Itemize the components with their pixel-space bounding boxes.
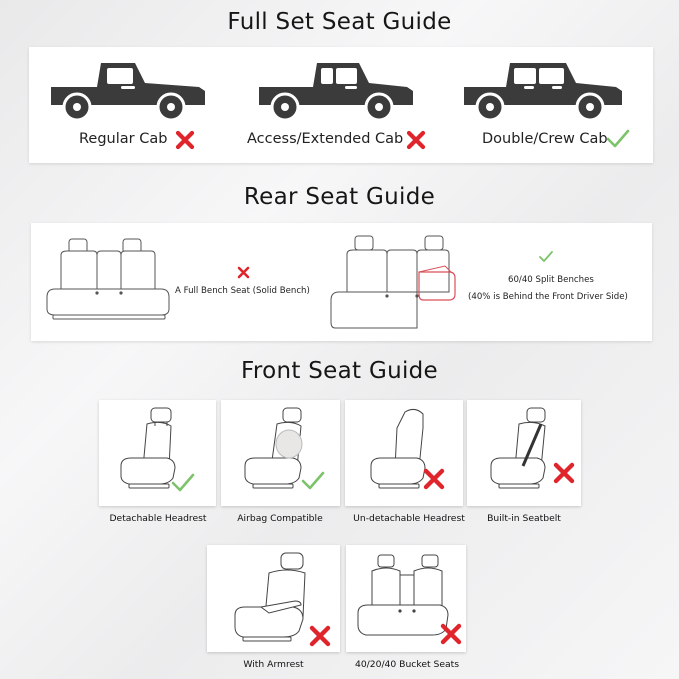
solid-bench-seat-icon — [43, 235, 173, 327]
with-armrest-label: With Armrest — [243, 659, 304, 670]
airbag-compatible-check-icon — [301, 470, 325, 492]
with-armrest-cross-icon — [309, 625, 331, 647]
detachable-headrest-card — [99, 400, 216, 506]
split-bench-label-2: (40% is Behind the Front Driver Side) — [468, 292, 628, 302]
bucket-seats-cross-icon — [440, 623, 462, 645]
bucket-seats-label: 40/20/40 Bucket Seats — [354, 659, 460, 670]
extended-cab-cross-icon — [406, 130, 426, 150]
extended-cab-truck-icon — [257, 59, 417, 119]
undetachable-headrest-cross-icon — [423, 468, 445, 490]
regular-cab-label: Regular Cab — [79, 131, 168, 147]
crew-cab-check-icon — [606, 128, 630, 150]
regular-cab-cross-icon — [175, 130, 195, 150]
seat-built-in-seatbelt-icon — [483, 404, 563, 498]
seat-402040-bucket-icon — [352, 553, 452, 643]
airbag-compatible-card — [221, 400, 340, 506]
full-set-panel — [29, 47, 653, 163]
solid-bench-cross-icon — [237, 266, 250, 279]
crew-cab-truck-icon — [462, 59, 626, 119]
built-in-seatbelt-card — [467, 400, 581, 506]
seat-with-armrest-icon — [225, 551, 315, 647]
split-bench-seat-icon — [321, 232, 461, 332]
detachable-headrest-label: Detachable Headrest — [109, 513, 207, 524]
undetachable-headrest-card — [345, 400, 463, 506]
with-armrest-card — [207, 545, 340, 652]
regular-cab-truck-icon — [49, 59, 209, 119]
crew-cab-label: Double/Crew Cab — [482, 131, 608, 147]
built-in-seatbelt-label: Built-in Seatbelt — [487, 513, 561, 524]
airbag-compatible-label: Airbag Compatible — [237, 513, 323, 524]
solid-bench-label: A Full Bench Seat (Solid Bench) — [175, 286, 310, 296]
split-bench-label-1: 60/40 Split Benches — [508, 275, 594, 285]
full-set-title: Full Set Seat Guide — [227, 9, 452, 35]
extended-cab-label: Access/Extended Cab — [247, 131, 404, 147]
detachable-headrest-check-icon — [171, 472, 195, 494]
bucket-seats-card — [346, 545, 466, 652]
undetachable-headrest-label: Un-detachable Headrest — [353, 513, 465, 524]
rear-seat-panel — [31, 223, 652, 341]
rear-seat-title: Rear Seat Guide — [243, 184, 436, 210]
front-seat-title: Front Seat Guide — [241, 358, 438, 384]
built-in-seatbelt-cross-icon — [553, 462, 575, 484]
split-bench-check-icon — [538, 250, 554, 264]
